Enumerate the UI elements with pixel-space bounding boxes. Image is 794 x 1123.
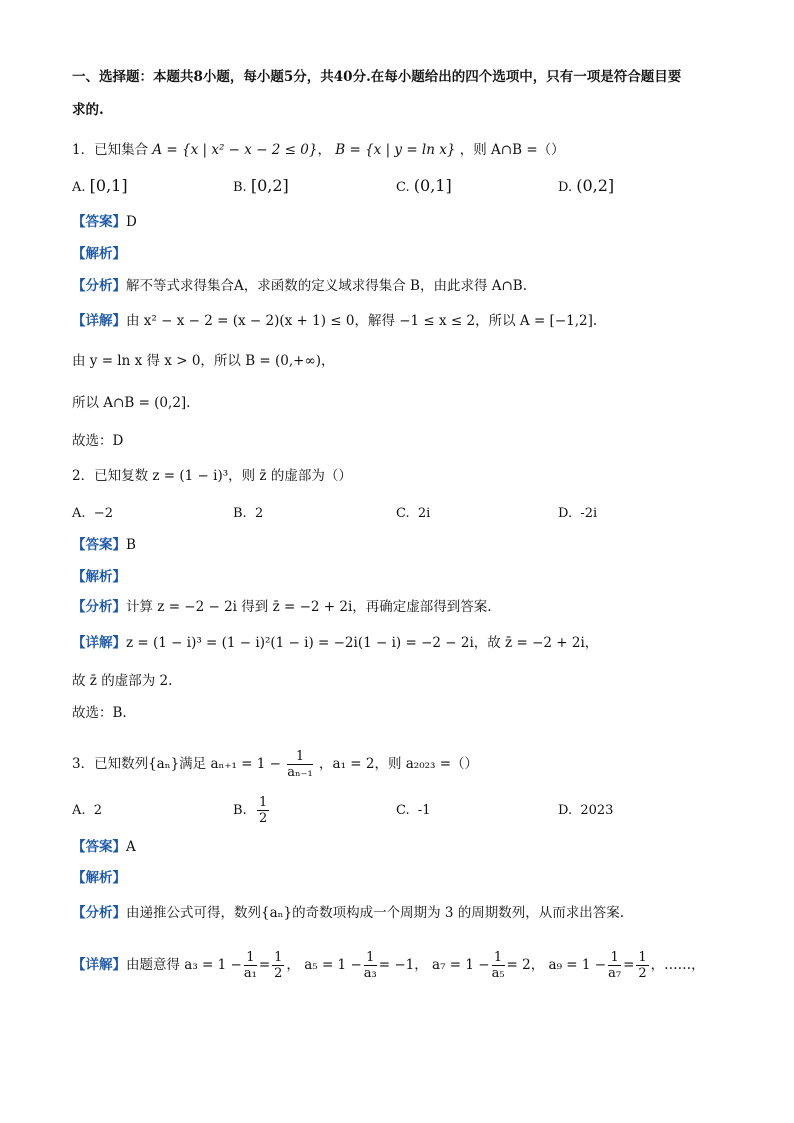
fraction-numerator: 1	[608, 950, 621, 966]
term-lhs: a₅ = 1 −	[304, 957, 362, 973]
option-a	[72, 506, 113, 521]
detail-line	[72, 312, 597, 330]
answer-value: B	[126, 537, 136, 553]
detail-tag: 【详解】	[72, 313, 126, 329]
term-fraction	[244, 950, 257, 981]
option-value: [0,2]	[250, 176, 289, 195]
option-value: 2023	[580, 803, 614, 818]
option-letter: C.	[396, 803, 410, 818]
option-value: [0,1]	[89, 176, 128, 195]
fenxi-tag: 【分析】	[72, 278, 126, 294]
option-c	[396, 176, 452, 195]
option-letter: D.	[558, 180, 573, 195]
question-3-suffix: ，a₁ = 2，则 a₂₀₂₃ =（）	[319, 756, 479, 772]
question-2-stem: 2．已知复数 z = (1 − i)³，则 z̄ 的虚部为（）	[72, 468, 352, 484]
set-b-definition: B = {x | y = ln x}	[335, 142, 456, 158]
option-d	[558, 176, 614, 195]
option-value: 2i	[417, 506, 431, 521]
term-a9	[548, 950, 651, 981]
term-fraction	[492, 950, 505, 981]
term-a3	[184, 950, 286, 981]
fenxi-line	[72, 277, 527, 295]
fraction-denominator: 2	[274, 966, 283, 981]
option-letter: B.	[233, 803, 247, 818]
term-rhs: =	[258, 957, 271, 973]
option-value: -2i	[580, 506, 598, 521]
option-a	[72, 176, 128, 195]
option-letter: B.	[233, 180, 247, 195]
detail-text-line-3: 所以 A∩B = (0,2].	[72, 395, 191, 411]
fraction-numerator: 1	[364, 950, 377, 966]
option-c	[396, 506, 430, 521]
fenxi-line	[72, 598, 492, 616]
question-1-ask: ，则 A∩B =（）	[459, 142, 565, 158]
option-letter: B.	[233, 506, 247, 521]
fraction-denominator: a₃	[363, 966, 377, 981]
option-value: 2	[93, 803, 103, 818]
option-value: −2	[93, 506, 113, 521]
answer-tag: 【答案】	[72, 214, 126, 230]
option-a	[72, 803, 102, 818]
option-value: 2	[254, 506, 264, 521]
fenxi-tag: 【分析】	[72, 905, 126, 921]
fraction-denominator: a₁	[243, 966, 257, 981]
section-header: 一、选择题：本题共8小题，每小题5分，共40分.在每小题给出的四个选项中，只有一项是符合题目要	[72, 69, 682, 85]
analysis-tag: 【解析】	[72, 569, 126, 585]
option-letter: C.	[396, 506, 410, 521]
option-value: (0,1]	[413, 176, 452, 195]
term-rhs: = 2	[506, 957, 531, 973]
fraction-numerator: 1	[287, 749, 312, 765]
section-header-continued: 求的.	[72, 102, 104, 118]
question-3-stem	[72, 748, 478, 780]
detail-text-line-2: 故 z̄ 的虚部为 2.	[72, 673, 173, 689]
fraction-numerator: 1	[258, 795, 268, 810]
option-letter: A.	[72, 180, 86, 195]
term-lhs: a₃ = 1 −	[184, 957, 242, 973]
fraction-denominator: a₅	[491, 966, 505, 981]
fraction-denominator: aₙ₋₁	[287, 765, 313, 780]
answer-line	[72, 213, 137, 231]
detail-line: 【详解】由题意得 a₃ = 1 − $\frac{1}{\text{a₁}}$ = $\frac{1}{2}$ ， a₅ = 1 − $\frac{1}{\text{a₃}}$ = −1， a₇ = 1 − $\frac{1}{\text{a₅}}$ = 2， a₉ = 1 − $\frac{1}{\text{a₇}}$ = $\frac{1}{2}$ ，……，	[72, 950, 705, 981]
term-tail: ，……，	[650, 957, 705, 973]
option-b	[233, 176, 289, 195]
fenxi-line	[72, 904, 624, 922]
option-d	[558, 506, 597, 521]
detail-tag: 【详解】	[72, 635, 126, 651]
fenxi-text: 解不等式求得集合A，求函数的定义域求得集合 B，由此求得 A∩B.	[126, 278, 528, 294]
set-a-definition: A = {x | x² − x − 2 ≤ 0}	[152, 142, 318, 158]
term-lhs: a₉ = 1 −	[548, 957, 607, 973]
option-value: -1	[417, 803, 431, 818]
detail-tag: 【详解】	[72, 957, 126, 973]
answer-line	[72, 838, 136, 856]
option-value: (0,2]	[576, 176, 615, 195]
answer-value: D	[126, 214, 137, 230]
term-result-fraction	[272, 950, 284, 981]
detail-text: 由 x² − x − 2 = (x − 2)(x + 1) ≤ 0，解得 −1 ≤ x ≤ 2，所以 A = [−1,2].	[126, 313, 598, 329]
detail-text: z = (1 − i)³ = (1 − i)²(1 − i) = −2i(1 − i) = −2 − 2i，故 z̄ = −2 + 2i，	[126, 635, 599, 651]
option-b	[233, 795, 271, 826]
fenxi-text: 由递推公式可得，数列{aₙ}的奇数项构成一个周期为 3 的周期数列，从而求出答案.	[126, 905, 625, 921]
analysis-line	[72, 245, 126, 263]
option-letter: C.	[396, 180, 410, 195]
option-letter: D.	[558, 506, 573, 521]
choose-line: 故选：D	[72, 433, 124, 449]
answer-line	[72, 536, 136, 554]
detail-lead: 由题意得	[126, 957, 180, 973]
analysis-line	[72, 568, 126, 586]
term-fraction	[608, 950, 621, 981]
analysis-tag: 【解析】	[72, 870, 126, 886]
term-rhs: =	[623, 957, 635, 973]
fraction-numerator: 1	[492, 950, 505, 966]
term-lhs: a₇ = 1 −	[432, 957, 490, 973]
analysis-tag: 【解析】	[72, 246, 126, 262]
question-3-prefix: 3．已知数列{aₙ}满足 aₙ₊₁ = 1 −	[72, 756, 281, 772]
detail-text-line-2: 由 y = ln x 得 x > 0，所以 B = (0,+∞)，	[72, 353, 335, 369]
option-value-fraction	[257, 795, 269, 826]
answer-value: A	[126, 839, 136, 855]
option-c	[396, 803, 431, 818]
option-letter: A.	[72, 803, 86, 818]
fenxi-tag: 【分析】	[72, 599, 126, 615]
question-1-prefix: 1．已知集合	[72, 142, 149, 158]
option-b	[233, 506, 263, 521]
fraction-denominator: 2	[258, 811, 268, 826]
analysis-line	[72, 869, 126, 887]
stem-fraction	[287, 749, 312, 780]
term-fraction	[364, 950, 377, 981]
fraction-numerator: 1	[274, 950, 283, 965]
question-1-stem	[72, 141, 565, 159]
term-result-fraction	[636, 950, 648, 981]
fraction-numerator: 1	[244, 950, 257, 966]
option-letter: D.	[558, 803, 573, 818]
fraction-denominator: a₇	[608, 966, 622, 981]
choose-line: 故选：B.	[72, 705, 127, 721]
term-a7	[432, 950, 531, 981]
term-a5	[304, 950, 415, 981]
option-d	[558, 803, 613, 818]
stem-comma: ，	[317, 142, 331, 158]
answer-tag: 【答案】	[72, 839, 126, 855]
term-rhs: = −1	[378, 957, 415, 973]
fraction-numerator: 1	[638, 950, 647, 965]
option-letter: A.	[72, 506, 86, 521]
fraction-denominator: 2	[638, 966, 647, 981]
fenxi-text: 计算 z = −2 − 2i 得到 z̄ = −2 + 2i，再确定虚部得到答案.	[126, 599, 492, 615]
answer-tag: 【答案】	[72, 537, 126, 553]
detail-line	[72, 634, 598, 652]
